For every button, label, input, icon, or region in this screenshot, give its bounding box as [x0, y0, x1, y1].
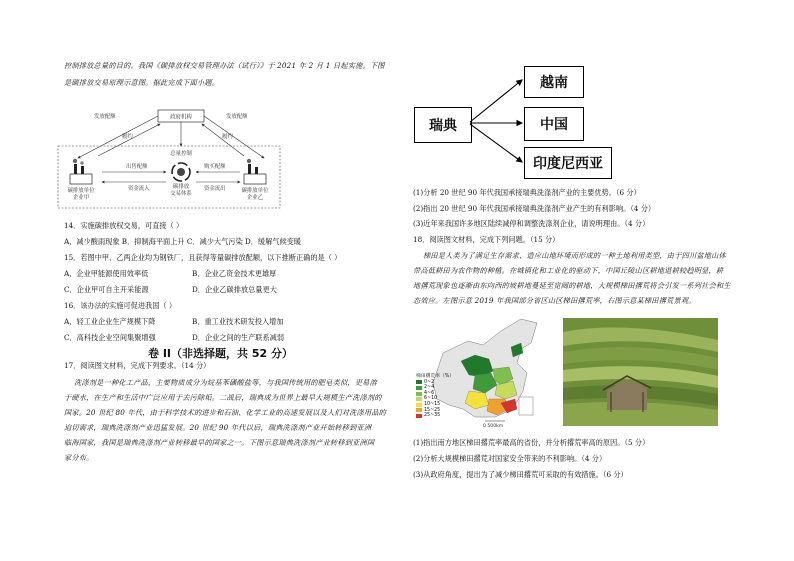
legend-swatch	[416, 397, 422, 401]
legend-label: 0~2	[424, 379, 435, 385]
legend-label: 4~6	[424, 390, 435, 396]
target-country-box: 越南	[524, 66, 584, 98]
intro-line-2: 是碳排放交易原理示意图。据此完成下面小题。	[64, 78, 220, 87]
company-b-line1: 碳排放单位	[241, 188, 269, 194]
flow-arrows	[470, 60, 530, 180]
alloc-left-label: 发放配额	[94, 114, 116, 120]
legend-title: 梯田撂荒率（%）	[416, 374, 455, 379]
q17-para-6: 家分布。	[64, 453, 94, 462]
scale-label: 0 500km	[483, 424, 504, 429]
cash-out-label: 资金流出	[204, 186, 226, 192]
total-control-label: 总量控制	[170, 151, 192, 157]
q16-option-d: D．企业之间的生产联系减弱	[192, 333, 285, 342]
q16-option-a: A．轻工业企业生产规模下降	[64, 317, 156, 326]
legend-swatch	[416, 380, 422, 384]
company-b-line2: 企业乙	[246, 195, 264, 201]
q18-para-2: 带高低耕田为农作物的种植。在城镇化和工业化的驱动下，中国丘陵山区耕地退耕较趋明显，耕	[413, 266, 724, 275]
q17-item-2: (2)指出 20 世纪 90 年代我国承接瑞典洗涤剂产业产生的有利影响。（4 分）	[413, 204, 656, 213]
q15-stem: 15．若图中甲、乙两企业均为钢铁厂，且获得等量碳排放配额，以下推断正确的是（ ）	[64, 253, 342, 262]
target-country-box: 印度尼西亚	[524, 147, 612, 179]
factory-a-icon	[70, 159, 92, 184]
q15-option-d: D．企业乙碳排放总量更大	[192, 285, 277, 294]
buy-label: 购买配额	[204, 164, 226, 170]
cash-in-label: 资金流入	[128, 186, 150, 192]
q16-stem: 16．该办法的实施可促进我国（ ）	[64, 301, 177, 310]
q18-para-4: 态效应。左图示意 2019 年我国部分省区山区梯田撂荒率，右图示意某梯田撂荒景观。	[413, 296, 696, 305]
q16-option-b: B．重工业技术研发投入增加	[192, 317, 284, 326]
legend-item	[416, 413, 454, 419]
sell-label: 出售配额	[126, 164, 148, 170]
intro-line-1: 控制排放总量的目的。我国《碳排放权交易管理办法（试行）》于 2021 年 2 月 1 日起实施。下图	[64, 61, 385, 70]
map-legend	[416, 374, 454, 419]
target-country-box: 中国	[524, 107, 584, 141]
q18-para-3: 地撂荒现象也逐渐由东向西的坡耕地蔓延至宽阔的耕地，大规模梯田撂荒将会引发一系列社会和生	[413, 281, 731, 290]
perform-left-label: 履约	[122, 134, 133, 140]
legend-swatch	[416, 408, 422, 412]
q17-para-2: 于硬水，在生产和生活中广泛应用于去污除垢。二战后，瑞典成为世界上最早大规模生产洗涤剂的	[64, 393, 382, 402]
q14-stem: 14．实施碳排放权交易，可直接（ ）	[64, 221, 184, 230]
carbon-trading-diagram	[54, 100, 284, 212]
q18-stem: 18．阅读图文材料，完成下列问题。（15 分）	[413, 235, 560, 244]
q18-para-1: 梯田是人类为了满足生存需求、造应山地环境而形成的一种土地利用类型，由于四川盆地山体	[423, 251, 726, 260]
legend-label: 6~10	[424, 396, 438, 402]
legend-swatch	[416, 414, 422, 418]
legend-label: 25~35	[424, 413, 441, 419]
legend-label: 15~25	[424, 407, 441, 413]
company-a-line2: 企业甲	[72, 195, 90, 201]
q14-options: A．减少酸雨现象 B．抑制海平面上升 C．减少大气污染 D．缓解气候变暖	[64, 237, 302, 246]
legend-swatch	[416, 403, 422, 407]
perform-right-label: 履约	[222, 134, 233, 140]
trading-cycle-icon	[172, 163, 190, 181]
q17-para-4: 迫切需求，瑞典洗涤剂产业迅猛发展。20 世纪 90 年代以后，瑞典洗涤剂产业开始转移到亚洲	[64, 423, 372, 432]
q16-option-c: C．高科技企业空间集聚增强	[64, 333, 156, 342]
q18-item-2: (2)分析大规模梯田撂荒对国家安全带来的不利影响。（4 分）	[413, 454, 607, 463]
legend-swatch	[416, 392, 422, 396]
legend-swatch	[416, 386, 422, 390]
legend-label: 10~15	[424, 401, 441, 407]
q15-option-b: B．企业乙资金技术更雄厚	[192, 269, 277, 278]
q18-item-3: (3)从政府角度，提出为了减少梯田撂荒可采取的有效措施。（6 分）	[413, 470, 628, 479]
q17-item-1: (1)分析 20 世纪 90 年代我国承接瑞典洗涤剂产业的主要优势。（6 分）	[413, 188, 641, 197]
legend-label: 2~4	[424, 385, 435, 391]
terrace-photo	[563, 318, 718, 426]
factory-b-icon	[244, 159, 266, 184]
company-a-line1: 碳排放单位	[67, 188, 95, 194]
section-title: 卷 II（非选择题，共 52 分）	[148, 347, 293, 360]
govt-label: 政府机构	[170, 114, 192, 121]
system-line1: 碳排放	[172, 184, 190, 190]
alloc-right-label: 发放配额	[226, 114, 248, 120]
q17-para-3: 国家。20 世纪 80 年代，由于科学技术的进步和石油、化学工业的高速发展以及人们对洗涤用品的	[64, 408, 387, 417]
source-country-box: 瑞典	[414, 107, 472, 143]
system-line2: 交易体系	[170, 191, 192, 197]
q15-option-c: C．企业甲可自主开采能源	[64, 285, 149, 294]
q17-item-3: (3)近年来我国许多地区陆续减停和调整洗涤剂企业，请说明理由。（4 分）	[413, 219, 650, 228]
south-sea-inset	[519, 397, 533, 415]
q18-item-1: (1)指出南方地区梯田撂荒率最高的省份，并分析撂荒率高的原因。（5 分）	[413, 438, 650, 447]
q17-stem: 17．阅读图文材料，完成下列要求。（14 分）	[64, 361, 211, 370]
q17-para-5: 临海国家，我国是瑞典洗涤剂产业转移最早的国家之一。下图示意瑞典洗涤剂产业转移到亚洲国	[64, 438, 375, 447]
q17-para-1: 洗涤剂是一种化工产品，主要物质成分为烷基苯磺酸盐等，与我国传统用的肥皂类似，更易溶	[74, 378, 377, 387]
q15-option-a: A．企业甲能源使用效率低	[64, 269, 149, 278]
